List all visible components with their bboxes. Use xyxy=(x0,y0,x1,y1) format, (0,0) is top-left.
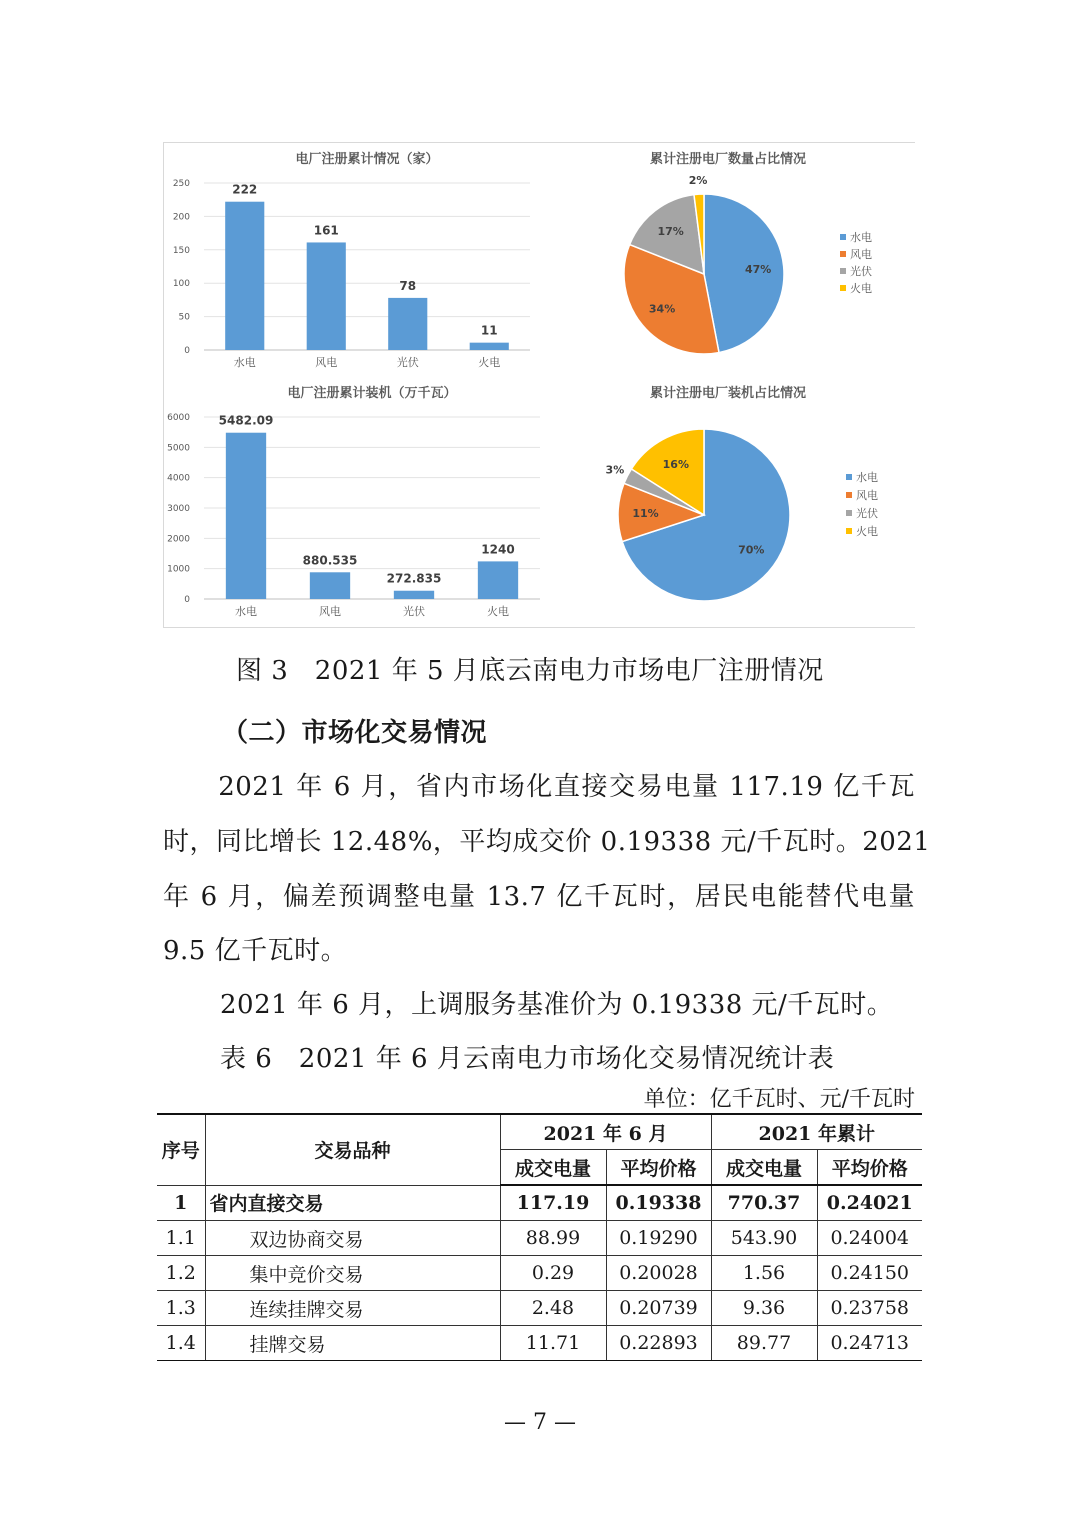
bar-data-label: 78 xyxy=(399,278,417,293)
cell-seq: 1.1 xyxy=(157,1221,205,1256)
y-tick-label: 0 xyxy=(184,346,190,356)
bar xyxy=(225,202,264,350)
legend-label: 水电 xyxy=(856,471,878,484)
cell-cum-price: 0.23758 xyxy=(817,1291,922,1326)
x-category-label: 水电 xyxy=(233,356,256,369)
legend-swatch xyxy=(840,234,846,240)
bar xyxy=(394,591,434,599)
cell-seq: 1.2 xyxy=(157,1256,205,1291)
table-row xyxy=(157,1185,922,1221)
pie-data-label: 3% xyxy=(605,463,625,477)
legend-label: 光伏 xyxy=(856,507,878,520)
bar xyxy=(226,433,266,599)
y-tick-label: 3000 xyxy=(167,504,190,514)
paragraph-line: 年 6 月，偏差预调整电量 13.7 亿千瓦时，居民电能替代电量 xyxy=(163,882,915,912)
pie-data-label: 70% xyxy=(738,543,765,557)
bar xyxy=(388,298,427,350)
paragraph-service-price: 2021 年 6 月，上调服务基准价为 0.19338 元/千瓦时。 xyxy=(220,990,894,1020)
cell-seq: 1 xyxy=(157,1185,205,1221)
x-category-label: 光伏 xyxy=(403,605,425,618)
legend-label: 火电 xyxy=(856,525,878,538)
chart-panel-count-share xyxy=(540,143,916,377)
chart-title: 累计注册电厂数量占比情况 xyxy=(649,152,807,167)
legend-label: 火电 xyxy=(850,282,872,295)
x-category-label: 风电 xyxy=(319,605,341,618)
pie-data-label: 2% xyxy=(688,174,708,188)
chart-panel-capacity xyxy=(164,377,540,627)
y-tick-label: 4000 xyxy=(167,473,190,484)
cell-trade-type: 挂牌交易 xyxy=(205,1326,500,1361)
y-tick-label: 250 xyxy=(172,179,190,189)
pie-chart-capacity-share xyxy=(540,377,916,627)
cell-month-price: 0.19290 xyxy=(606,1221,711,1256)
cell-cum-volume: 543.90 xyxy=(711,1221,817,1256)
header-price: 平均价格 xyxy=(606,1150,711,1186)
header-price: 平均价格 xyxy=(817,1150,922,1186)
legend-swatch xyxy=(846,474,852,480)
paragraph-line: 2021 年 6 月，省内市场化直接交易电量 117.19 亿千瓦 xyxy=(163,772,915,802)
cell-trade-type: 连续挂牌交易 xyxy=(205,1291,500,1326)
pie-data-label: 16% xyxy=(662,457,689,471)
figure-caption: 图 3 2021 年 5 月底云南电力市场电厂注册情况 xyxy=(236,656,824,686)
legend-label: 风电 xyxy=(850,248,872,261)
page-number: — 7 — xyxy=(504,1410,576,1435)
bar-data-label: 161 xyxy=(313,223,339,238)
pie-data-label: 47% xyxy=(744,262,772,276)
bar-data-label: 222 xyxy=(232,182,258,197)
table-row xyxy=(157,1291,922,1326)
table-caption: 表 6 2021 年 6 月云南电力市场化交易情况统计表 xyxy=(220,1044,835,1074)
cell-month-volume: 88.99 xyxy=(500,1221,606,1256)
bar-data-label: 1240 xyxy=(481,542,515,557)
chart-panel-plant-count xyxy=(164,143,540,377)
paragraph-line: 9.5 亿千瓦时。 xyxy=(163,936,348,966)
pie-data-label: 11% xyxy=(632,507,659,521)
cell-cum-price: 0.24713 xyxy=(817,1326,922,1361)
cell-seq: 1.4 xyxy=(157,1326,205,1361)
table-unit: 单位：亿千瓦时、元/千瓦时 xyxy=(643,1087,915,1112)
cell-month-volume: 117.19 xyxy=(500,1185,606,1221)
x-category-label: 水电 xyxy=(235,605,257,618)
figure-chart-grid xyxy=(163,142,915,628)
y-tick-label: 0 xyxy=(184,595,190,605)
y-tick-label: 1000 xyxy=(167,564,190,575)
cell-cum-volume: 9.36 xyxy=(711,1291,817,1326)
legend-label: 水电 xyxy=(850,231,872,244)
bar-chart-capacity xyxy=(164,377,540,627)
cell-trade-type: 省内直接交易 xyxy=(205,1185,500,1221)
legend-label: 风电 xyxy=(856,489,878,502)
header-month-group: 2021 年 6 月 xyxy=(500,1114,711,1150)
y-tick-label: 200 xyxy=(172,212,190,223)
x-category-label: 光伏 xyxy=(396,356,419,369)
bar-data-label: 11 xyxy=(480,323,498,338)
bar xyxy=(307,242,346,350)
chart-title: 累计注册电厂装机占比情况 xyxy=(649,386,807,401)
bar-data-label: 5482.09 xyxy=(218,413,274,428)
y-tick-label: 2000 xyxy=(167,534,190,545)
cell-cum-volume: 1.56 xyxy=(711,1256,817,1291)
cell-cum-price: 0.24021 xyxy=(817,1185,922,1221)
cell-month-price: 0.20028 xyxy=(606,1256,711,1291)
y-tick-label: 5000 xyxy=(167,443,190,454)
cell-month-price: 0.19338 xyxy=(606,1185,711,1221)
pie-data-label: 17% xyxy=(657,225,684,239)
cell-trade-type: 双边协商交易 xyxy=(205,1221,500,1256)
header-seq: 序号 xyxy=(157,1114,205,1185)
paragraph-line: 时，同比增长 12.48%，平均成交价 0.19338 元/千瓦时。2021 xyxy=(163,827,931,857)
legend-label: 光伏 xyxy=(850,265,872,278)
y-tick-label: 100 xyxy=(172,279,190,290)
cell-month-price: 0.22893 xyxy=(606,1326,711,1361)
y-tick-label: 150 xyxy=(172,245,190,256)
cell-month-volume: 11.71 xyxy=(500,1326,606,1361)
x-category-label: 风电 xyxy=(315,356,338,369)
table-row xyxy=(157,1326,922,1361)
table-row xyxy=(157,1221,922,1256)
trading-stats-table xyxy=(157,1113,922,1361)
y-tick-label: 6000 xyxy=(167,413,190,423)
x-category-label: 火电 xyxy=(487,605,509,618)
legend-swatch xyxy=(846,528,852,534)
y-tick-label: 50 xyxy=(178,312,190,323)
cell-cum-price: 0.24150 xyxy=(817,1256,922,1291)
legend-swatch xyxy=(840,285,846,291)
cell-cum-volume: 770.37 xyxy=(711,1185,817,1221)
cell-cum-price: 0.24004 xyxy=(817,1221,922,1256)
chart-panel-capacity-share xyxy=(540,377,916,627)
cell-month-volume: 0.29 xyxy=(500,1256,606,1291)
bar-data-label: 272.835 xyxy=(386,571,442,586)
bar xyxy=(470,343,509,350)
x-category-label: 火电 xyxy=(478,356,501,369)
cell-seq: 1.3 xyxy=(157,1291,205,1326)
pie-chart-count-share xyxy=(540,143,916,377)
legend-swatch xyxy=(846,492,852,498)
bar xyxy=(310,572,350,599)
header-volume: 成交电量 xyxy=(711,1150,817,1186)
header-trade-type: 交易品种 xyxy=(205,1114,500,1185)
legend-swatch xyxy=(840,268,846,274)
cell-trade-type: 集中竞价交易 xyxy=(205,1256,500,1291)
bar-chart-plant-count xyxy=(164,143,540,377)
cell-month-volume: 2.48 xyxy=(500,1291,606,1326)
bar xyxy=(478,561,518,599)
section-heading: （二）市场化交易情况 xyxy=(222,718,488,748)
header-cumulative-group: 2021 年累计 xyxy=(711,1114,922,1150)
table-row xyxy=(157,1256,922,1291)
pie-data-label: 34% xyxy=(648,302,676,316)
chart-title: 电厂注册累计装机（万千瓦） xyxy=(287,386,457,401)
chart-title: 电厂注册累计情况（家） xyxy=(295,152,439,167)
cell-cum-volume: 89.77 xyxy=(711,1326,817,1361)
legend-swatch xyxy=(840,251,846,257)
cell-month-price: 0.20739 xyxy=(606,1291,711,1326)
bar-data-label: 880.535 xyxy=(302,553,358,568)
legend-swatch xyxy=(846,510,852,516)
header-volume: 成交电量 xyxy=(500,1150,606,1186)
